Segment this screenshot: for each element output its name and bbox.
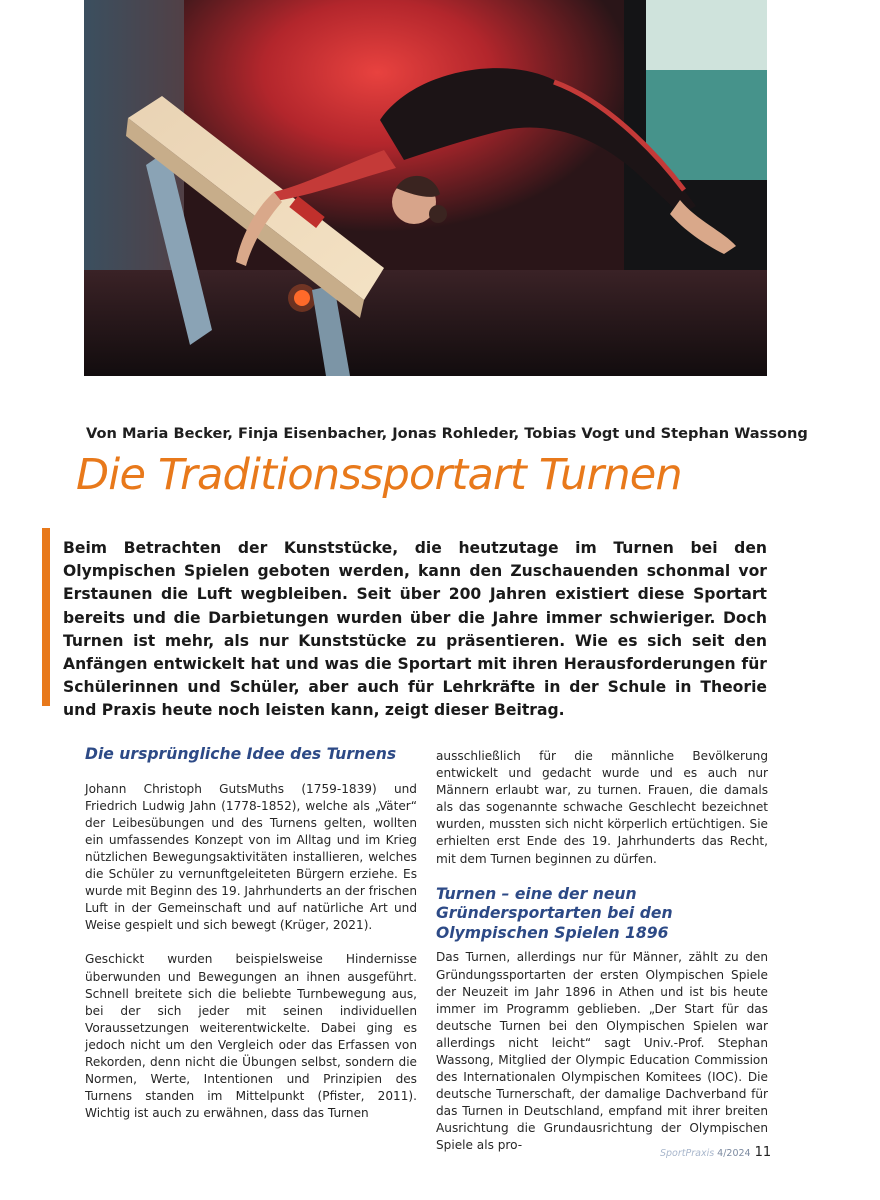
page-footer — [660, 1145, 770, 1160]
lead-accent-bar — [42, 528, 50, 706]
section-heading-original-idea: Die ursprüngliche Idee des Turnens — [85, 745, 397, 763]
article-headline: Die Traditionssportart Turnen — [76, 450, 682, 500]
magazine-name: SportPraxis — [660, 1148, 715, 1159]
lead-paragraph: Beim Betrachten der Kunststücke, die heutzutage im Turnen bei den Olympischen Spielen geboten werden, kann den Zuschauenden schonmal vor Erstaunen die Luft wegbleiben. Seit über 200 Jahren existiert diese Sportart bereits und die Darbietungen wurden über die Jahre immer schwieriger. Doch Turnen ist mehr, als nur Kunststücke zu präsentieren. Wie es sich seit den Anfängen entwickelt hat und was die Sportart mit ihren Herausforderungen für Schülerinnen und Schüler, aber auch für Lehrkräfte in der Schule in Theorie und Praxis heute noch leisten kann, zeigt dieser Beitrag. — [63, 539, 767, 720]
column-left — [85, 745, 417, 1122]
issue-number: 4/2024 — [717, 1148, 751, 1159]
body-paragraph: Das Turnen, allerdings nur für Männer, zählt zu den Gründungssportarten der ersten Olympischen Spiele der Neuzeit im Jahr 1896 in Athen und ist bis heute immer im Programm geblieben. „Der Start für das deutsche Turnen bei den Olympischen Spielen war allerdings nicht leicht“ sagt Univ.-Prof. Stephan Wassong, Mitglied der Olympic Education Commission des Internationalen Olympischen Komitees (IOC). Die deutsche Turnerschaft, der damalige Dachverband für das Turnen in Deutschland, empfand mit ihrer breiten Ausrichtung die Grundausrichtung der Olympischen Spiele als pro- — [436, 950, 768, 1153]
body-paragraph — [85, 951, 417, 1122]
hero-photo — [84, 0, 767, 376]
column-right — [436, 748, 768, 1172]
body-paragraph-text: Geschickt wurden beispielsweise Hindernisse überwunden und Bewegungen an ihnen ausgeführt. Schnell breitete sich die beliebte Turnbewegung aus, bei der sich jeder mit seinen individuellen Voraussetzungen weiterentwickelte. Dabei ging es jedoch nicht um den Vergleich oder das Erfassen von Rekorden, denn nicht die Übungen selbst, sondern die Normen, Werte, Intentionen und Prinzipien des Turnens standen im Mittelpunkt (Pfister, 2011). Wichtig ist auch zu erwähnen, dass das Turnen — [85, 952, 417, 1121]
body-paragraph-continued: ausschließlich für die männliche Bevölkerung entwickelt und gedacht wurde und es auch nur Männern erlaubt war, zu turnen. Frauen, die damals als das sogenannte schwache Geschlecht bezeichnet wurden, mussten sich nicht körperlich ertüchtigen. Sie erhielten erst Ende des 19. Jahrhunderts das Recht, mit dem Turnen beginnen zu dürfen. — [436, 749, 768, 866]
gymnast-balance-beam-photo — [84, 0, 767, 376]
page-number: 11 — [754, 1145, 772, 1160]
author-byline: Von Maria Becker, Finja Eisenbacher, Jonas Rohleder, Tobias Vogt und Stephan Wassong — [86, 425, 808, 442]
section-heading-olympic-1896: Turnen – eine der neun Gründersportarten bei den Olympischen Spielen 1896 — [436, 884, 673, 942]
body-paragraph: Johann Christoph GutsMuths (1759-1839) und Friedrich Ludwig Jahn (1778-1852), welche als „Väter“ der Leibesübungen und des Turnens gelten, wollten ein umfassendes Konzept von im Alltag und im Krieg nützlichen Bewegungsaktivitäten installieren, welches die Schüler zu vernunftgeleiteten Bürgern erziehe. Es wurde mit Beginn des 19. Jahrhunderts an der frischen Luft in der Gemeinschaft und auf natürliche Art und Weise gespielt und sich bewegt (Krüger, 2021). — [85, 781, 417, 933]
